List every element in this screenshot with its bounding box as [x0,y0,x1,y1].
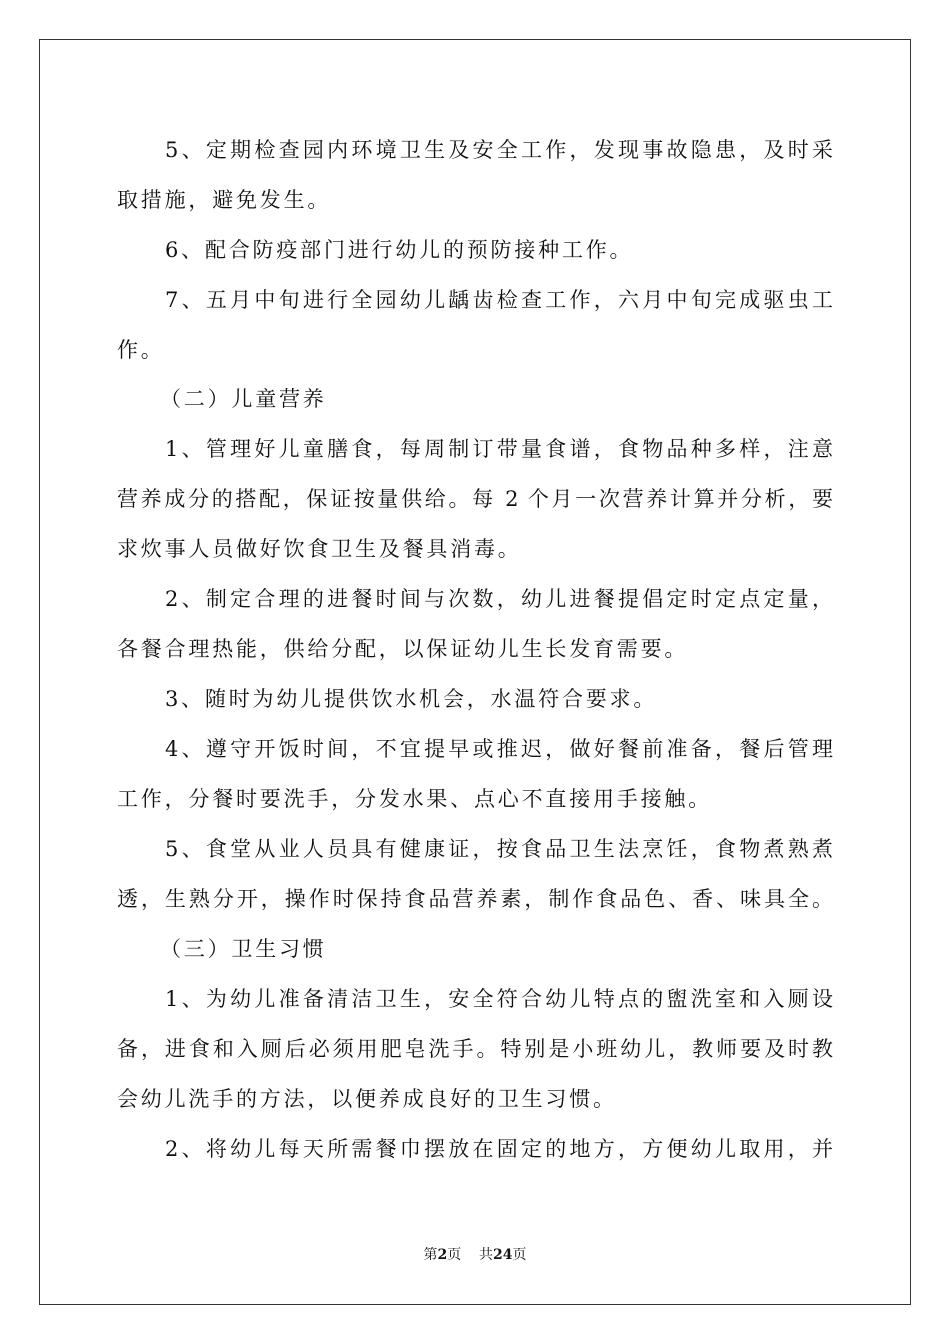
text-line: 备，进食和入厕后必须用肥皂洗手。特别是小班幼儿，教师要及时教 [117,1037,833,1061]
text-line: 1、管理好儿童膳食，每周制订带量食谱，食物品种多样，注意 [165,437,833,461]
text-line: 1、为幼儿准备清洁卫生，安全符合幼儿特点的盥洗室和入厕设 [165,987,833,1011]
text-line: 2、制定合理的进餐时间与次数，幼儿进餐提倡定时定点定量， [165,587,833,611]
footer-total-suffix: 页 [512,1247,527,1263]
text-line: 3、随时为幼儿提供饮水机会，水温符合要求。 [165,687,658,711]
footer-page-suffix: 页 [447,1247,462,1263]
text-line: 透，生熟分开，操作时保持食品营养素，制作食品色、香、味具全。 [117,887,833,911]
footer-total-prefix: 共 [479,1247,494,1263]
text-line: 工作，分餐时要洗手，分发水果、点心不直接用手接触。 [117,787,712,811]
text-line: 求炊事人员做好饮食卫生及餐具消毒。 [117,537,522,561]
section-heading: （二）儿童营养 [160,387,327,411]
text-line: 6、配合防疫部门进行幼儿的预防接种工作。 [165,238,634,262]
section-heading: （三）卫生习惯 [160,937,327,961]
text-line: 会幼儿洗手的方法，以便养成良好的卫生习惯。 [117,1087,617,1111]
text-line: 取措施，避免发生。 [117,188,332,212]
text-line: 4、遵守开饭时间，不宜提早或推迟，做好餐前准备，餐后管理 [165,737,833,761]
total-page-count: 24 [493,1247,513,1263]
text-line: 5、食堂从业人员具有健康证，按食品卫生法烹饪，食物煮熟煮 [165,837,833,861]
footer-prefix: 第 [423,1247,438,1263]
text-line: 各餐合理热能，供给分配，以保证幼儿生长发育需要。 [117,637,689,661]
current-page-number: 2 [437,1247,448,1263]
text-line: 2、将幼儿每天所需餐巾摆放在固定的地方，方便幼儿取用，并 [165,1137,833,1161]
text-line: 5、定期检查园内环境卫生及安全工作，发现事故隐患，及时采 [165,138,833,162]
text-line: 营养成分的搭配，保证按量供给。每 2 个月一次营养计算并分析，要 [117,487,833,511]
text-line: 作。 [117,338,165,362]
text-line: 7、五月中旬进行全园幼儿龋齿检查工作，六月中旬完成驱虫工 [165,288,833,312]
page-footer [0,1246,950,1264]
